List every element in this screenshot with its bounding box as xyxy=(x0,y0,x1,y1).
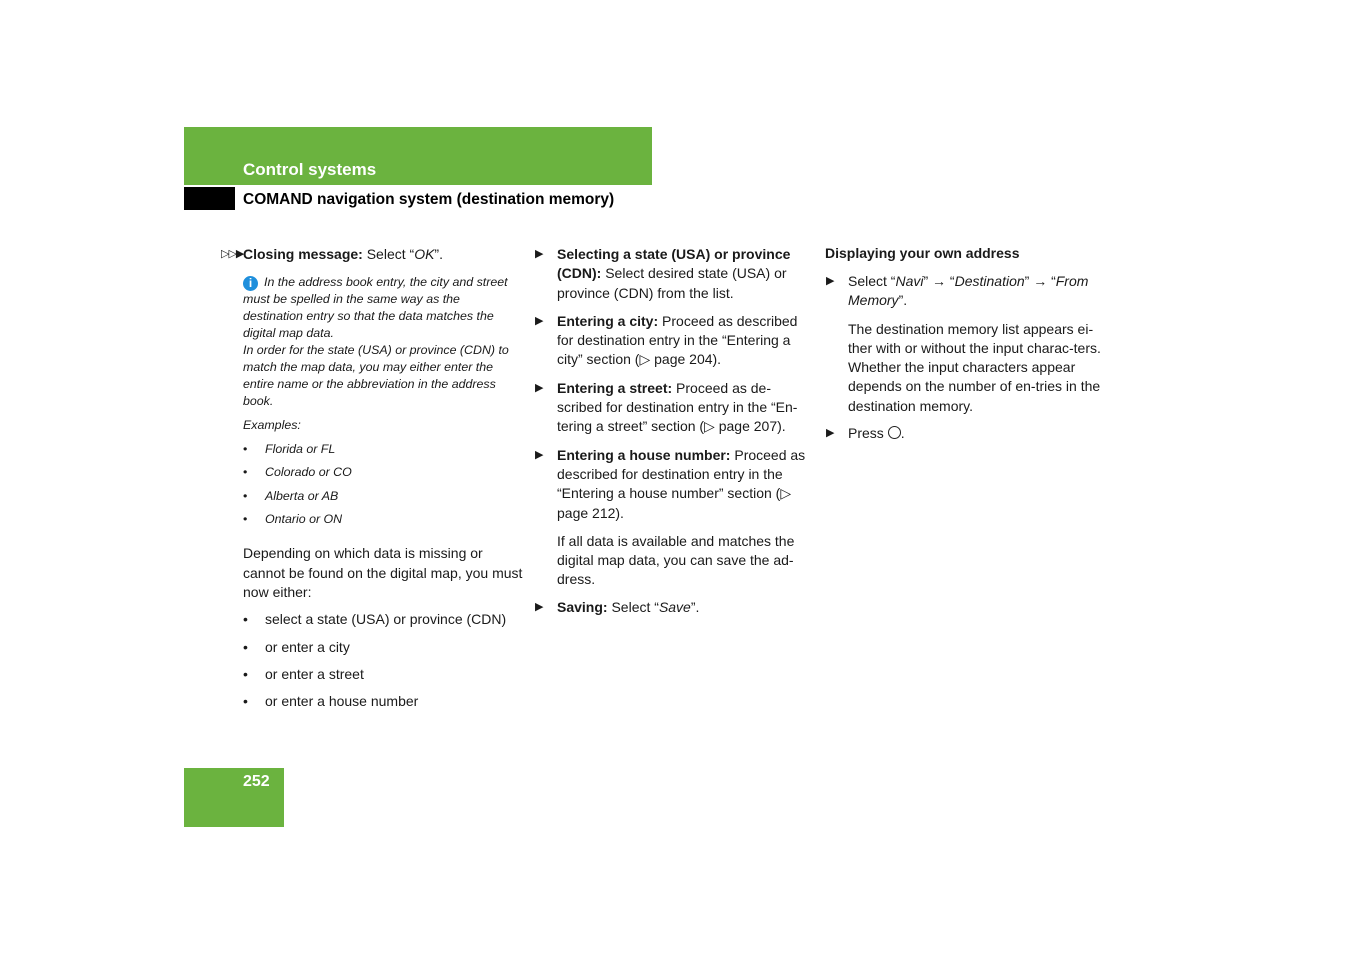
memory-list-text: The destination memory list appears ei-ther with or without the input charac-ters. Whether the input characters appear depends on the number of en-tries in the destination memory. xyxy=(848,320,1101,414)
page-subtitle: COMAND navigation system (destination memory) xyxy=(243,191,615,208)
list-item: • or enter a street xyxy=(243,665,364,682)
step-select-navi: ▶ Select “Navi” → “Destination” → “From Memory”. xyxy=(826,273,1089,309)
menu-option-ok: OK xyxy=(414,246,435,262)
column-3 xyxy=(826,272,1103,452)
save-info-text: If all data is available and matches the digital map data, you can save the ad-dress. xyxy=(557,532,795,588)
list-item: • select a state (USA) or province (CDN) xyxy=(243,611,507,628)
section-title: Control systems xyxy=(243,160,377,179)
continue-arrow-icon: ▷▷▶ xyxy=(221,248,244,260)
info-note: i In the address book entry, the city and street must be spelled in the same way as the destination entry so that the data matches the digital map data. In order for the state (USA) or province (CDN) to match the map data, you may either enter the entire name or the abbreviation in the address book. xyxy=(243,275,509,408)
step-enter-city: ▶ Entering a city: Proceed as described for destination entry in the “Entering a city” section (▷ page 204). xyxy=(535,312,798,368)
step-label: Closing message: xyxy=(243,246,363,262)
list-item: • Ontario or ON xyxy=(243,512,343,527)
list-item: • or enter a city xyxy=(243,638,350,655)
list-item: • or enter a house number xyxy=(243,693,419,710)
header-tab-marker xyxy=(184,187,235,210)
menu-option-navi: Navi xyxy=(895,273,924,289)
step-arrow-icon: ▶ xyxy=(535,381,544,394)
rotary-knob-icon xyxy=(888,426,901,439)
list-item: • Colorado or CO xyxy=(243,465,352,480)
step-press: ▶ Press . xyxy=(848,424,1103,443)
menu-option-destination: Destination xyxy=(954,273,1025,289)
step-arrow-icon: ▶ xyxy=(535,314,544,327)
step-enter-street: ▶ Entering a street: Proceed as de-scribed for destination entry in the “En-tering a street” section (▷ page 207). xyxy=(535,379,798,435)
list-item: • Alberta or AB xyxy=(243,488,339,503)
column-1 xyxy=(221,245,523,720)
step-select-state: ▶ Selecting a state (USA) or province (CDN): Select desired state (USA) or province (CDN) from the list. xyxy=(535,246,791,301)
step-arrow-icon: ▶ xyxy=(535,448,544,461)
info-icon: i xyxy=(243,276,258,291)
page-number: 252 xyxy=(243,773,270,790)
menu-option-save: Save xyxy=(658,598,691,615)
missing-data-text: Depending on which data is missing or cannot be found on the digital map, you must now either: xyxy=(243,545,523,601)
step-arrow-icon: ▶ xyxy=(535,600,544,613)
step-enter-house-number: ▶ Entering a house number: Proceed as described for destination entry in the “Entering a house number” section (▷ page 212). xyxy=(535,446,806,521)
list-item: • Florida or FL xyxy=(243,441,336,456)
step-arrow-icon: ▶ xyxy=(826,427,835,440)
section-heading: Displaying your own address xyxy=(825,245,1020,261)
options-list xyxy=(243,610,523,711)
step-arrow-icon: ▶ xyxy=(535,248,544,260)
examples-label: Examples: xyxy=(243,417,301,432)
step-closing-message: ▷▷▶ Closing message: Select “OK”. xyxy=(243,245,523,264)
examples-list xyxy=(243,441,523,529)
step-arrow-icon: ▶ xyxy=(826,275,835,287)
menu-option-from-memory: From Memory xyxy=(848,273,1089,309)
step-saving: ▶ Saving: Select “Save”. xyxy=(557,598,811,617)
column-2 xyxy=(535,245,811,626)
